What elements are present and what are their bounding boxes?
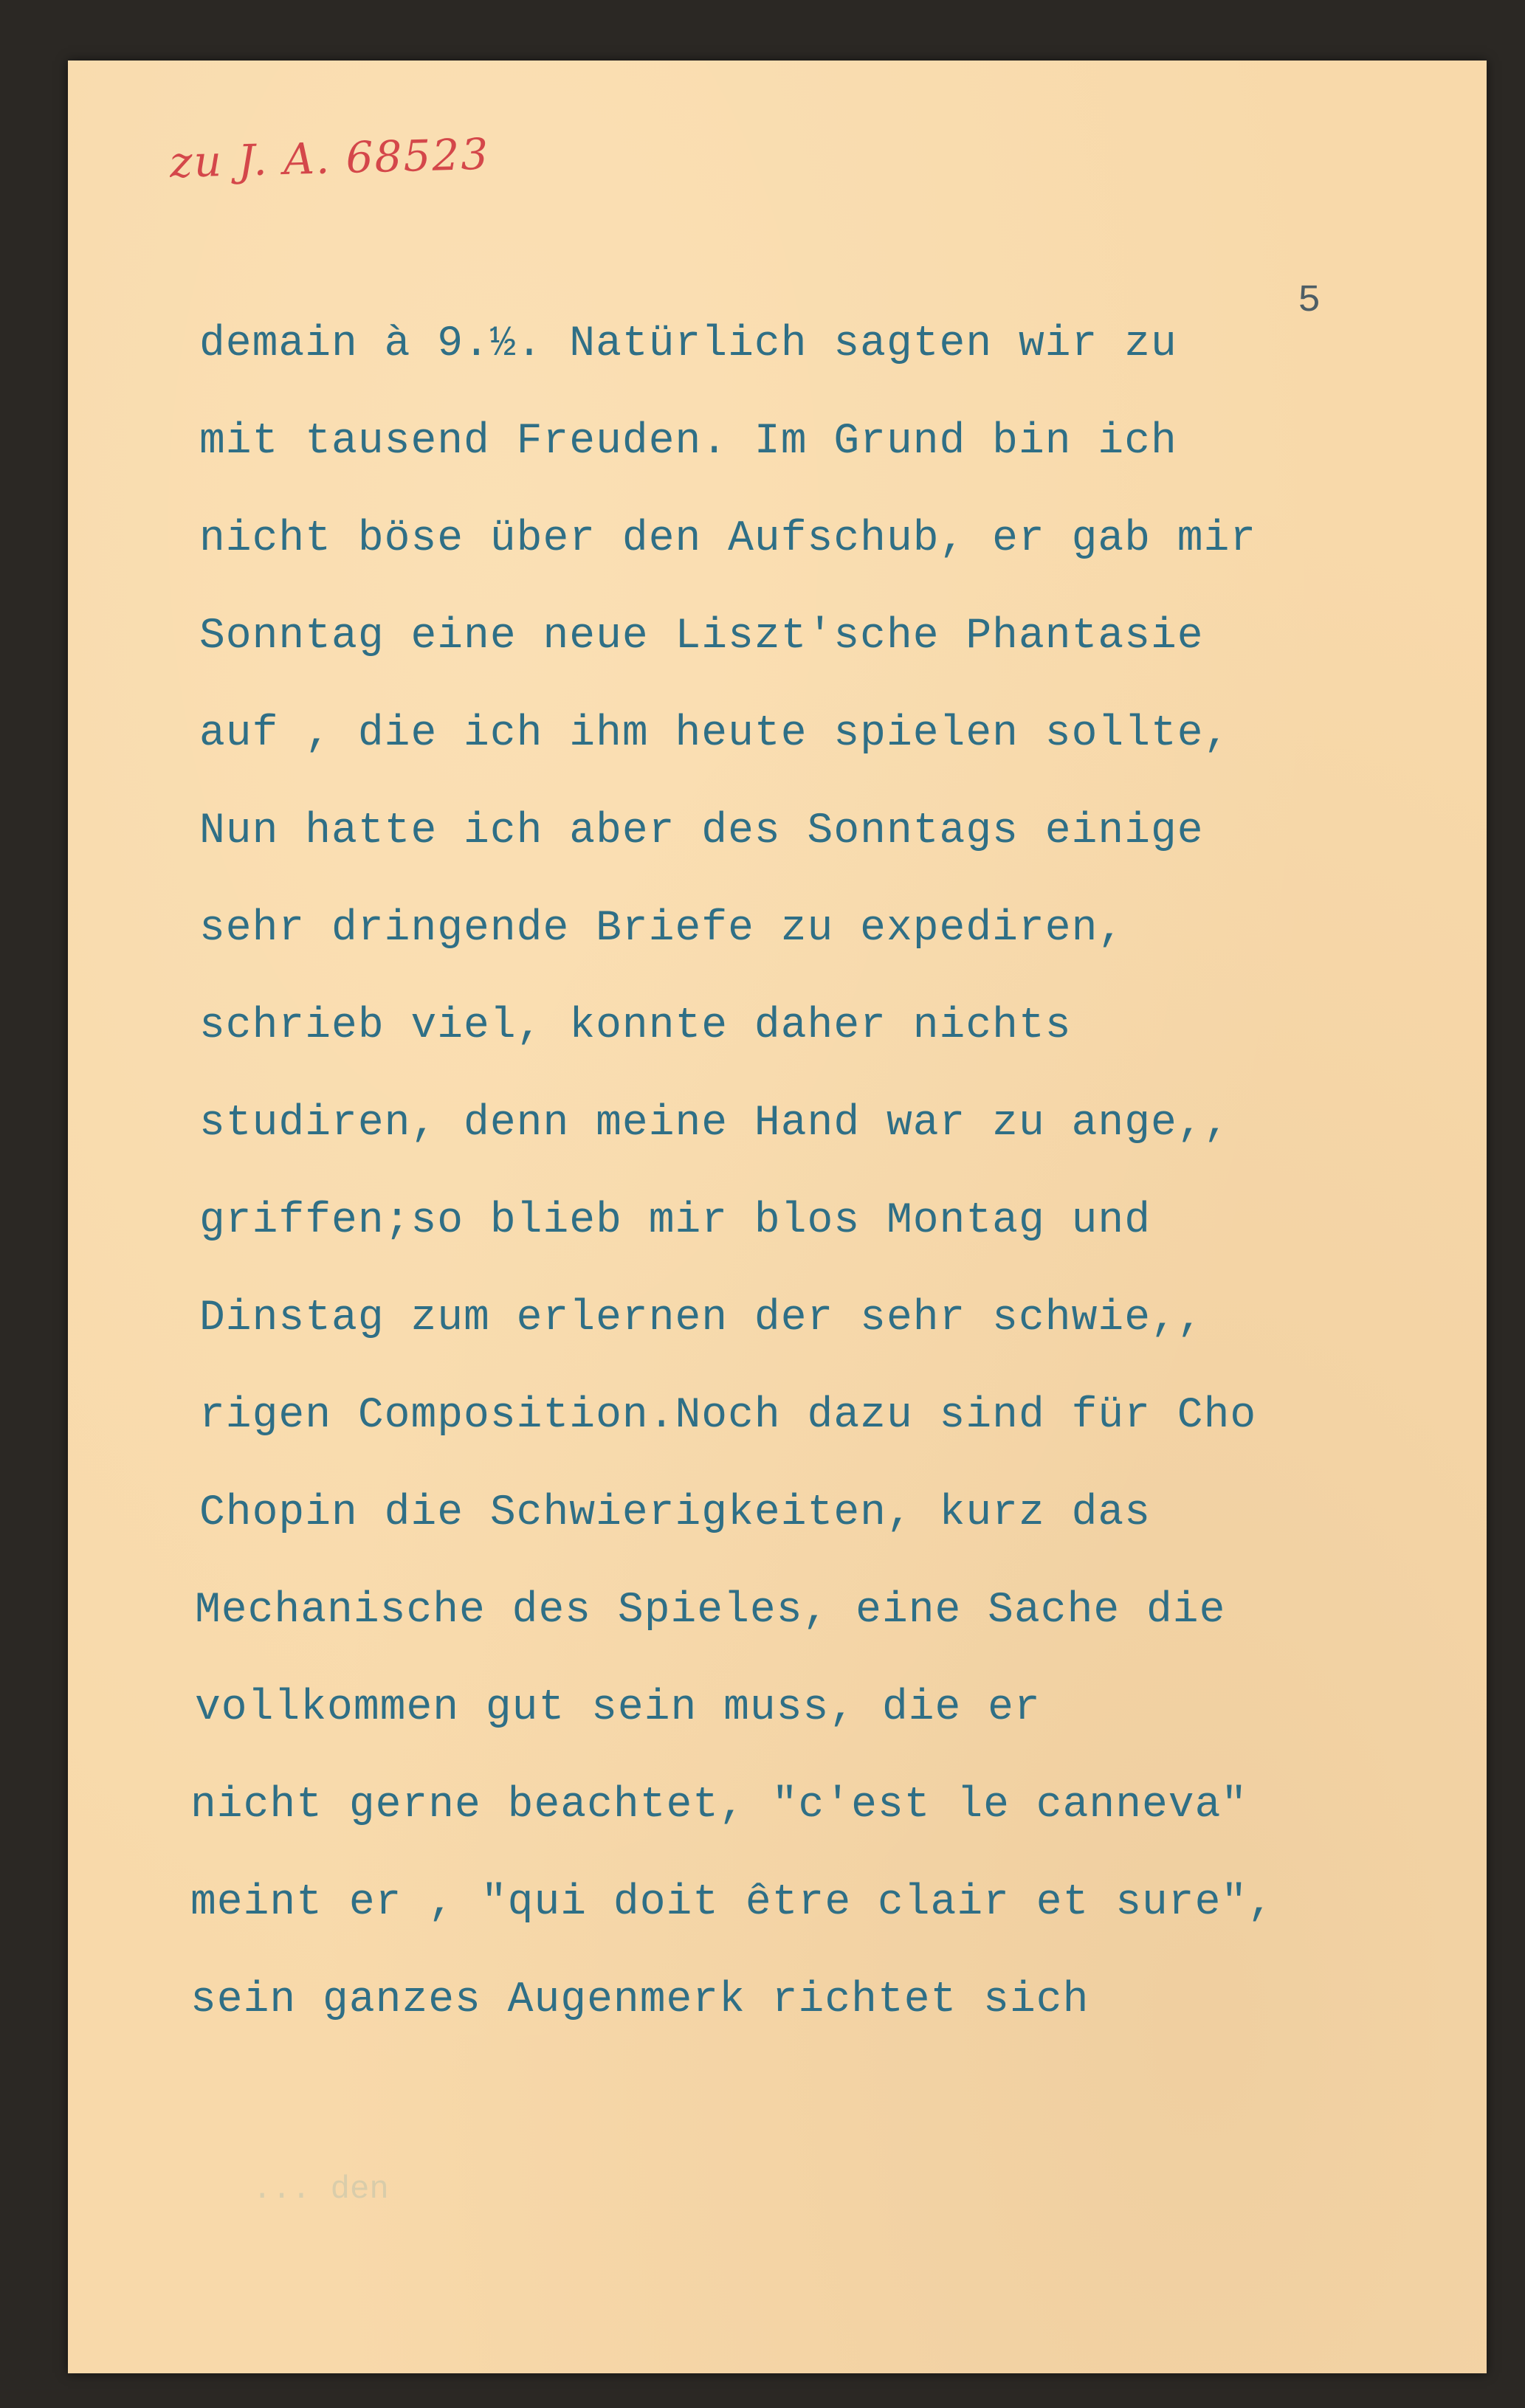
text-line-8: schrieb viel, konnte daher nichts [199,1002,1072,1050]
text-line-16: nicht gerne beachtet, "c'est le canneva" [190,1781,1248,1829]
text-line-14: Mechanische des Spieles, eine Sache die [195,1587,1226,1635]
text-line-17: meint er , "qui doit être clair et sure", [190,1879,1275,1927]
text-line-13: Chopin die Schwierigkeiten, kurz das [199,1489,1152,1537]
text-line-10: griffen;so blieb mir blos Montag und [199,1197,1152,1245]
document-page [68,61,1487,2373]
text-line-7: sehr dringende Briefe zu expediren, [199,905,1125,953]
text-line-5: auf , die ich ihm heute spielen sollte, [199,710,1230,758]
text-line-12: rigen Composition.Noch dazu sind für Cho [199,1392,1257,1440]
text-line-18: sein ganzes Augenmerk richtet sich [190,1976,1089,2024]
text-line-6: Nun hatte ich aber des Sonntags einige [199,807,1204,855]
page-number: 5 [1298,279,1321,322]
text-line-1: demain à 9.½. Natürlich sagten wir zu [199,320,1177,368]
archive-reference-note: zu J. A. 68523 [169,128,490,187]
faint-offset-trace: ... den [252,2171,389,2208]
text-line-4: Sonntag eine neue Liszt'sche Phantasie [199,613,1204,660]
text-line-2: mit tausend Freuden. Im Grund bin ich [199,418,1177,466]
text-line-15: vollkommen gut sein muss, die er [195,1684,1041,1732]
text-line-9: studiren, denn meine Hand war zu ange,, [199,1100,1230,1148]
text-line-11: Dinstag zum erlernen der sehr schwie,, [199,1294,1204,1342]
letter-body [68,61,1487,2373]
text-line-3: nicht böse über den Aufschub, er gab mir [199,515,1257,563]
